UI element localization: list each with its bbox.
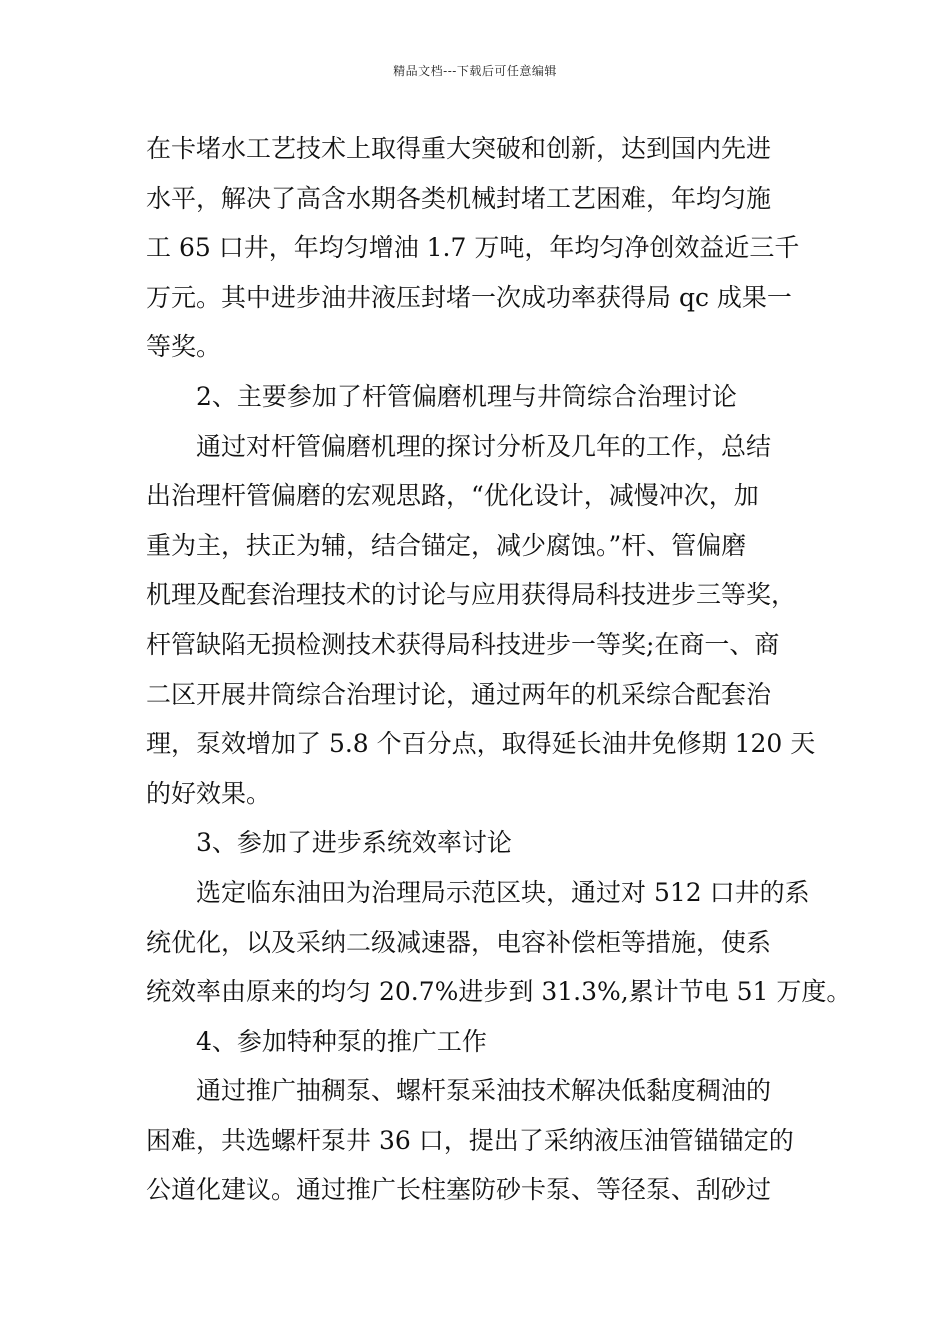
text-line: 等奖。: [146, 332, 222, 362]
page-header: 精品文档---下载后可任意编辑: [393, 64, 557, 78]
text-line: 统效率由原来的均匀 20.7%进步到 31.3%,累计节电 51 万度。: [146, 977, 852, 1007]
text-line: 公道化建议。通过推广长柱塞防砂卡泵、等径泵、刮砂过: [146, 1175, 772, 1205]
section-heading: 3、参加了进步系统效率讨论: [196, 828, 512, 858]
text-line: 出治理杆管偏磨的宏观思路，“优化设计，减慢冲次，加: [146, 481, 759, 511]
text-line: 通过推广抽稠泵、螺杆泵采油技术解决低黏度稠油的: [196, 1076, 772, 1106]
section-heading: 2、主要参加了杆管偏磨机理与井筒综合治理讨论: [196, 381, 737, 411]
text-line: 选定临东油田为治理局示范区块，通过对 512 口井的系: [196, 877, 810, 907]
text-line: 二区开展井筒综合治理讨论，通过两年的机采综合配套治: [146, 679, 772, 709]
text-line: 杆管缺陷无损检测技术获得局科技进步一等奖;在商一、商: [146, 629, 780, 659]
text-line: 工 65 口井，年均匀增油 1.7 万吨，年均匀净创效益近三千: [146, 233, 800, 263]
text-line: 的好效果。: [146, 778, 272, 808]
text-line: 统优化，以及采纳二级减速器，电容补偿柜等措施，使系: [146, 927, 772, 957]
text-line: 水平，解决了高含水期各类机械封堵工艺困难，年均匀施: [146, 183, 772, 213]
text-line: 万元。其中进步油井液压封堵一次成功率获得局 qc 成果一: [146, 282, 792, 312]
text-line: 通过对杆管偏磨机理的探讨分析及几年的工作，总结: [196, 431, 772, 461]
text-line: 重为主，扶正为辅，结合锚定，减少腐蚀。”杆、管偏磨: [146, 530, 747, 560]
text-line: 困难，共选螺杆泵井 36 口，提出了采纳液压油管锚锚定的: [146, 1125, 794, 1155]
text-line: 机理及配套治理技术的讨论与应用获得局科技进步三等奖，: [146, 580, 797, 610]
text-line: 在卡堵水工艺技术上取得重大突破和创新，达到国内先进: [146, 134, 772, 163]
section-heading: 4、参加特种泵的推广工作: [196, 1026, 487, 1056]
document-body: [146, 124, 852, 1215]
text-line: 理，泵效增加了 5.8 个百分点，取得延长油井免修期 120 天: [146, 729, 816, 759]
